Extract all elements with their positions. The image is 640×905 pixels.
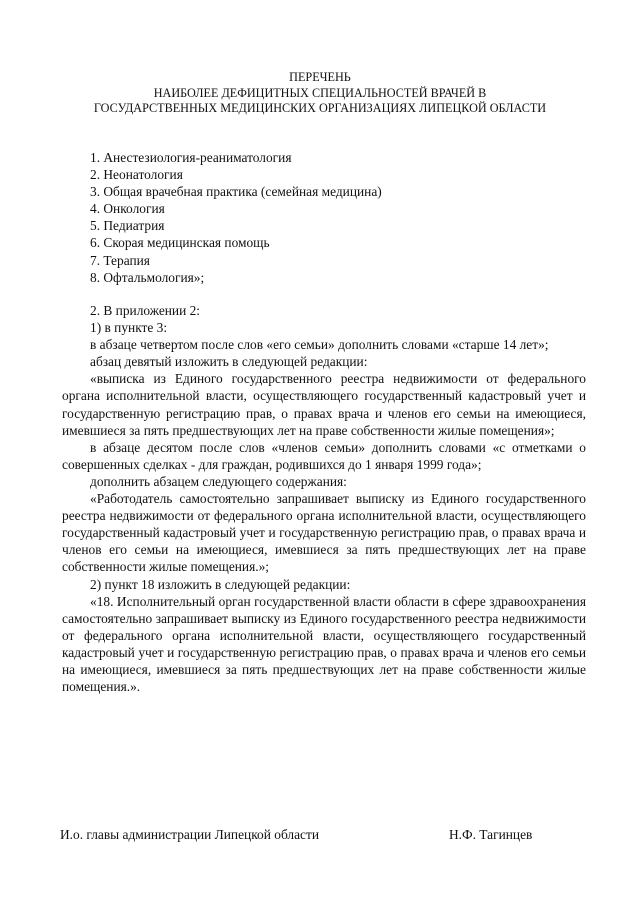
list-item: 3. Общая врачебная практика (семейная медицина) (90, 184, 382, 200)
paragraph: в абзаце десятом после слов «членов семьи» дополнить словами «с отметками о совершенных сделках - для граждан, родившихся до 1 января 1999 года»; (62, 439, 586, 472)
list-item: 2. Неонатология (90, 167, 183, 183)
paragraph: «Работодатель самостоятельно запрашивает выписку из Единого государственного реестра недвижимости от федерального органа исполнительной власти, осуществляющего государственный кадастровый учет и государственную регистрацию прав, о правах врача и членов его семьи на имеющиеся, имевшиеся за пять предшествующих лет на праве собственности жилые помещения.»; (62, 491, 586, 575)
list-item: 1. Анестезиология-реаниматология (90, 150, 292, 165)
list-item: 7. Терапия (90, 252, 150, 268)
title-line-3: ГОСУДАРСТВЕННЫХ МЕДИЦИНСКИХ ОРГАНИЗАЦИЯХ ЛИПЕЦКОЙ ОБЛАСТИ (93, 101, 547, 115)
title-line-2: НАИБОЛЕЕ ДЕФИЦИТНЫХ СПЕЦИАЛЬНОСТЕЙ ВРАЧЕЙ В (153, 85, 487, 100)
signatory-position: И.о. главы администрации Липецкой области (60, 827, 320, 842)
list-item: 6. Скорая медицинская помощь (90, 235, 270, 251)
list-item: 4. Онкология (90, 201, 165, 217)
paragraph: дополнить абзацем следующего содержания: (90, 473, 347, 489)
paragraph: 2. В приложении 2: (90, 303, 201, 318)
list-item: 5. Педиатрия (90, 218, 165, 234)
paragraph: 1) в пункте 3: (90, 320, 168, 336)
paragraph: «18. Исполнительный орган государственной власти области в сфере здравоохранения самостоятельно запрашивает выписку из Единого государственного реестра недвижимости от федерального органа исполнительной власти, осуществляющего государственный кадастровый учет и государственную регистрацию прав, о правах врача и членов его семьи на имеющиеся, имевшиеся за пять предшествующих лет на праве собственности жилые помещения.». (62, 593, 586, 695)
title-line-1: ПЕРЕЧЕНЬ (289, 70, 351, 84)
signatory-name: Н.Ф. Тагинцев (449, 827, 533, 842)
paragraph: в абзаце четвертом после слов «его семьи» дополнить словами «старше 14 лет»; (90, 337, 549, 353)
document-title (60, 70, 580, 117)
paragraph: «выписка из Единого государственного реестра недвижимости от федерального органа исполнительной власти, осуществляющего государственный кадастровый учет и государственную регистрацию прав, о правах врача и членов его семьи на имеющиеся, имевшиеся за пять предшествующих лет на праве собственности жилые помещения»; (62, 371, 586, 438)
document-body (62, 302, 586, 695)
paragraph: 2) пункт 18 изложить в следующей редакции: (90, 576, 351, 592)
paragraph: абзац девятый изложить в следующей редакции: (90, 354, 368, 370)
list-item: 8. Офтальмология»; (90, 269, 205, 285)
specialties-list (90, 149, 382, 286)
